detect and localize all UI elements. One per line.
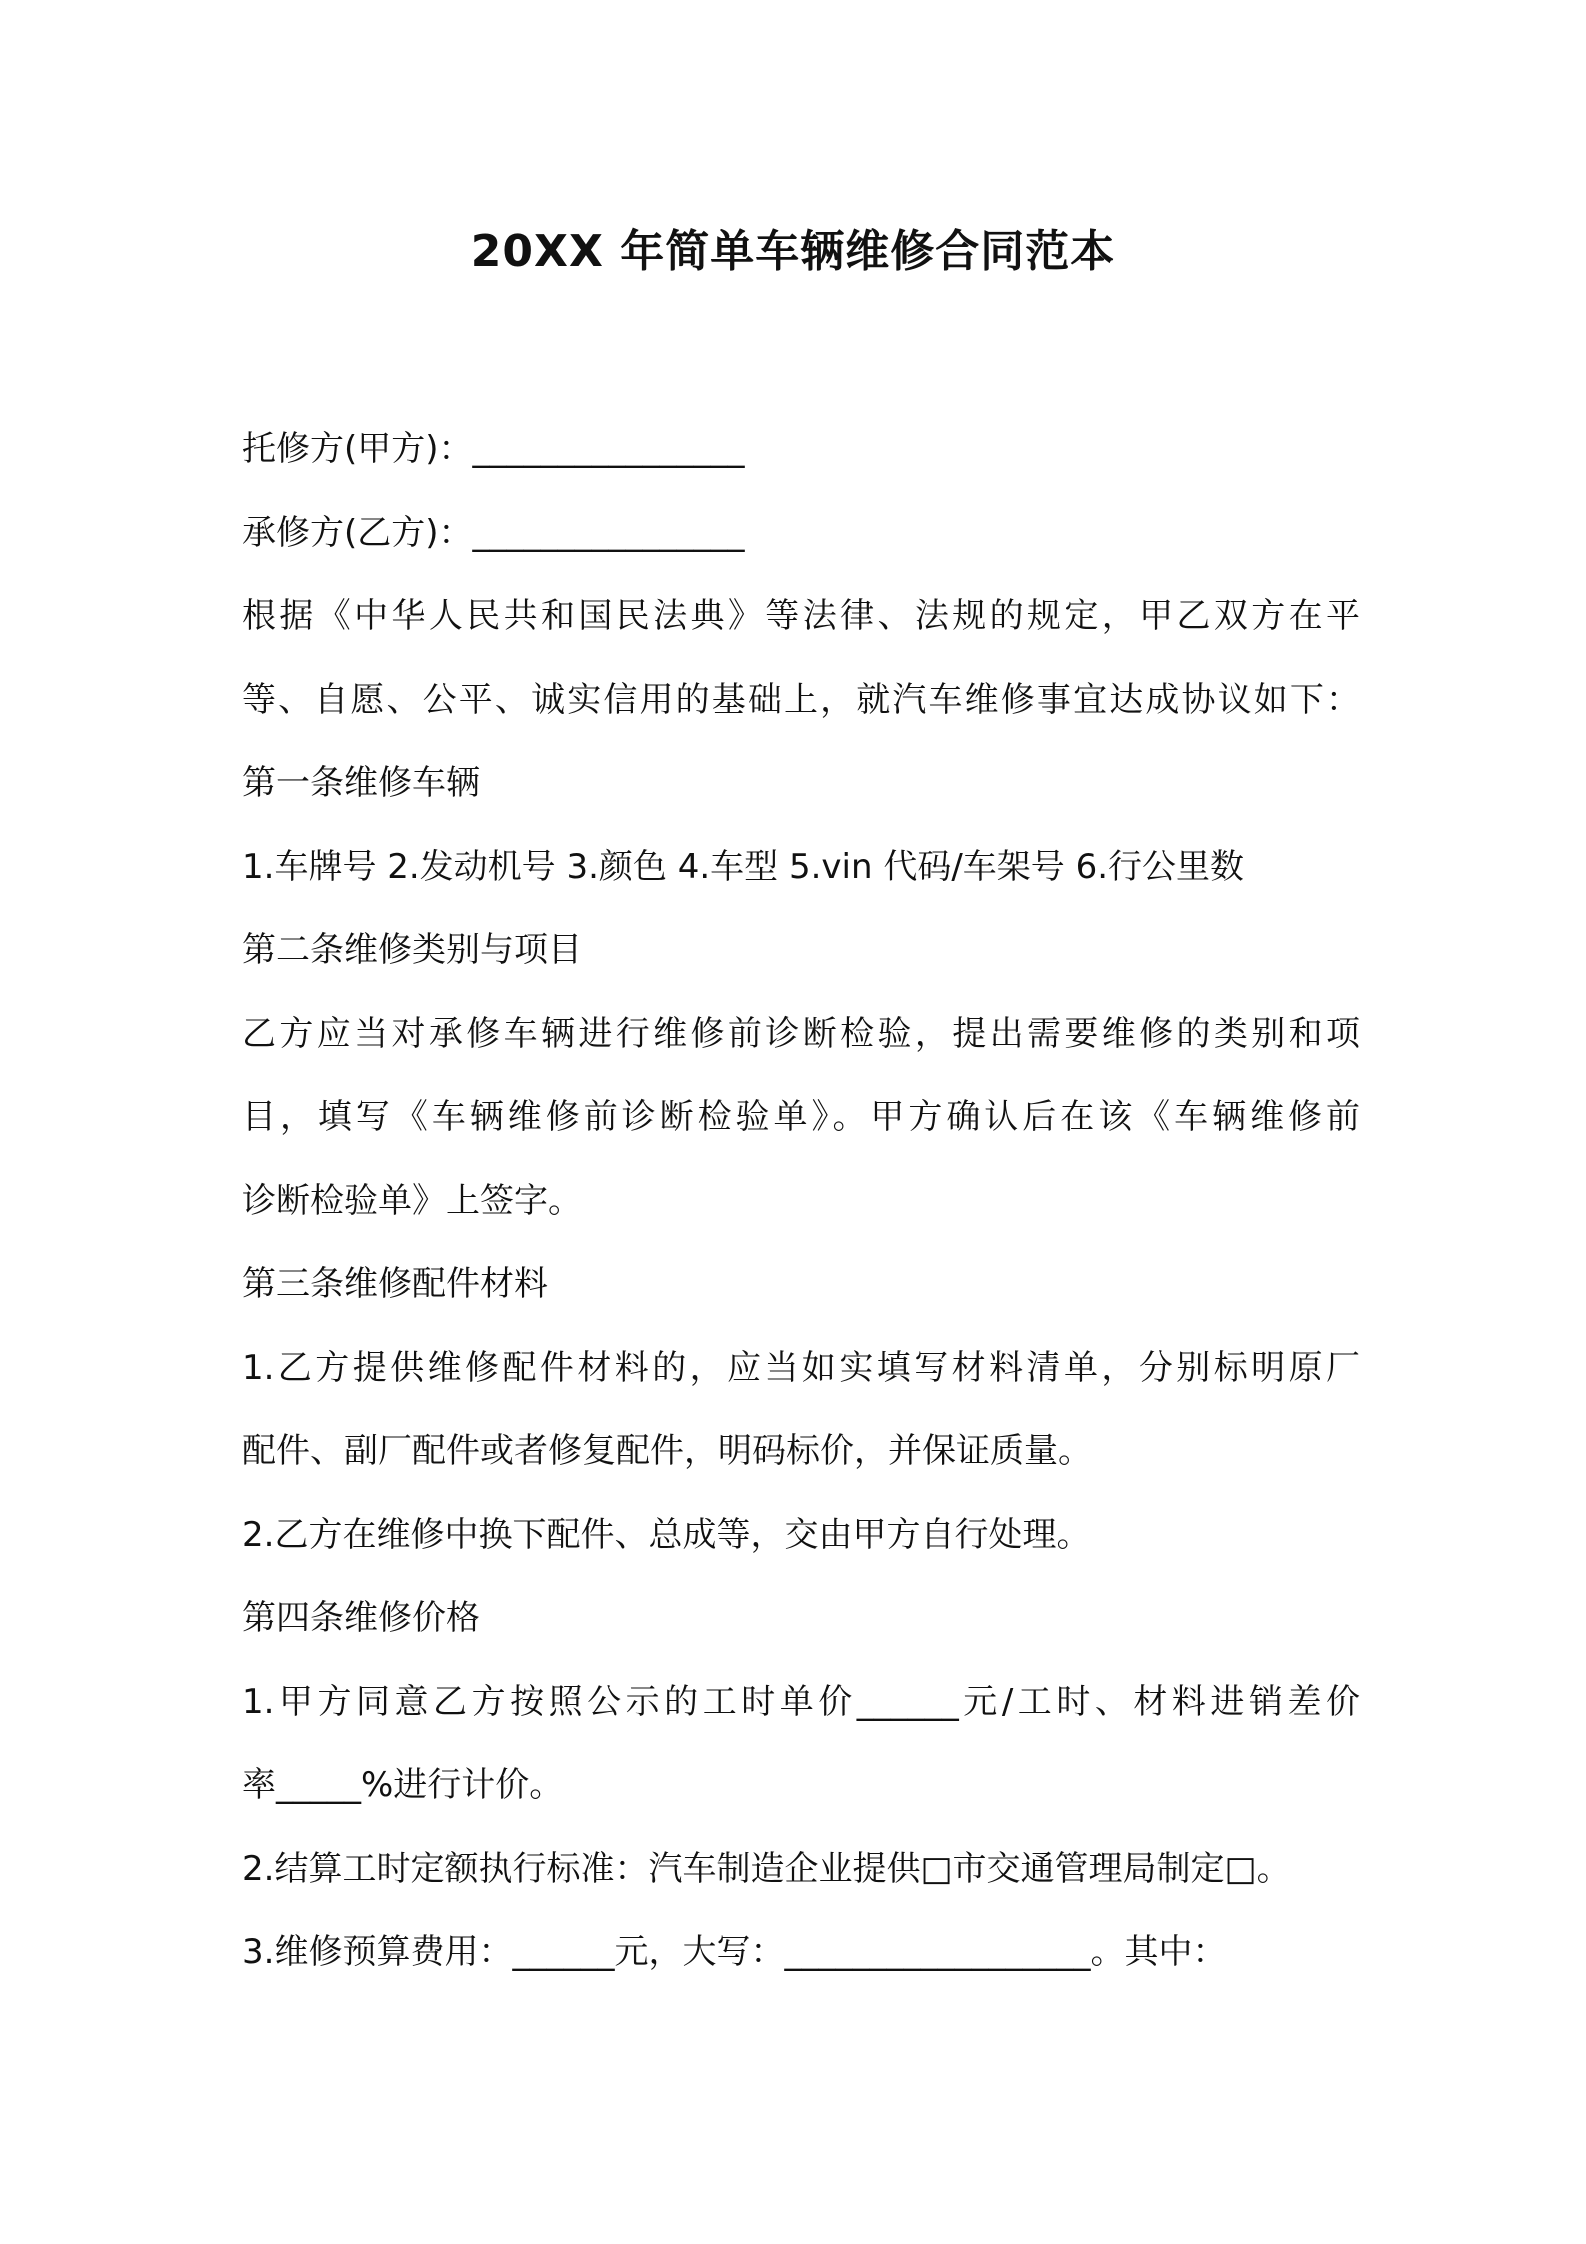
article-3-line-2: 配件、副厂配件或者修复配件，明码标价，并保证质量。 (242, 1431, 1092, 1471)
article-3-line-3: 2.乙方在维修中换下配件、总成等，交由甲方自行处理。 (242, 1514, 1091, 1555)
article-4-heading: 第四条维修价格 (242, 1598, 480, 1638)
article-2-line-1: 乙方应当对承修车辆进行维修前诊断检验，提出需要维修的类别和项 (242, 1013, 1360, 1054)
document-title: 20XX 年简单车辆维修合同范本 (470, 226, 1116, 277)
preamble-line-1: 根据《中华人民共和国民法典》等法律、法规的规定，甲乙双方在平 (242, 596, 1360, 636)
party-a-line: 托修方(甲方)：________________ (242, 429, 745, 469)
article-4-line-3: 2.结算工时定额执行标准：汽车制造企业提供□市交通管理局制定□。 (242, 1848, 1291, 1889)
article-4-line-2: 率_____%进行计价。 (242, 1765, 564, 1805)
document-body (242, 408, 1362, 1995)
article-2-line-3: 诊断检验单》上签字。 (242, 1180, 582, 1221)
article-1-items: 1.车牌号 2.发动机号 3.颜色 4.车型 5.vin 代码/车架号 6.行公里数 (242, 846, 1245, 887)
party-b-line: 承修方(乙方)：________________ (242, 512, 745, 553)
article-3-heading: 第三条维修配件材料 (242, 1264, 548, 1304)
article-2-line-2: 目，填写《车辆维修前诊断检验单》。甲方确认后在该《车辆维修前 (242, 1097, 1360, 1137)
article-4-line-1: 1.甲方同意乙方按照公示的工时单价______元/工时、材料进销差价 (242, 1681, 1360, 1722)
article-4-line-4: 3.维修预算费用：______元，大写：__________________。其中： (242, 1932, 1227, 1972)
article-3-line-1: 1.乙方提供维修配件材料的，应当如实填写材料清单，分别标明原厂 (242, 1347, 1360, 1388)
preamble-line-2: 等、自愿、公平、诚实信用的基础上，就汽车维修事宜达成协议如下： (242, 679, 1360, 720)
article-2-heading: 第二条维修类别与项目 (242, 930, 582, 970)
article-1-heading: 第一条维修车辆 (242, 763, 480, 803)
